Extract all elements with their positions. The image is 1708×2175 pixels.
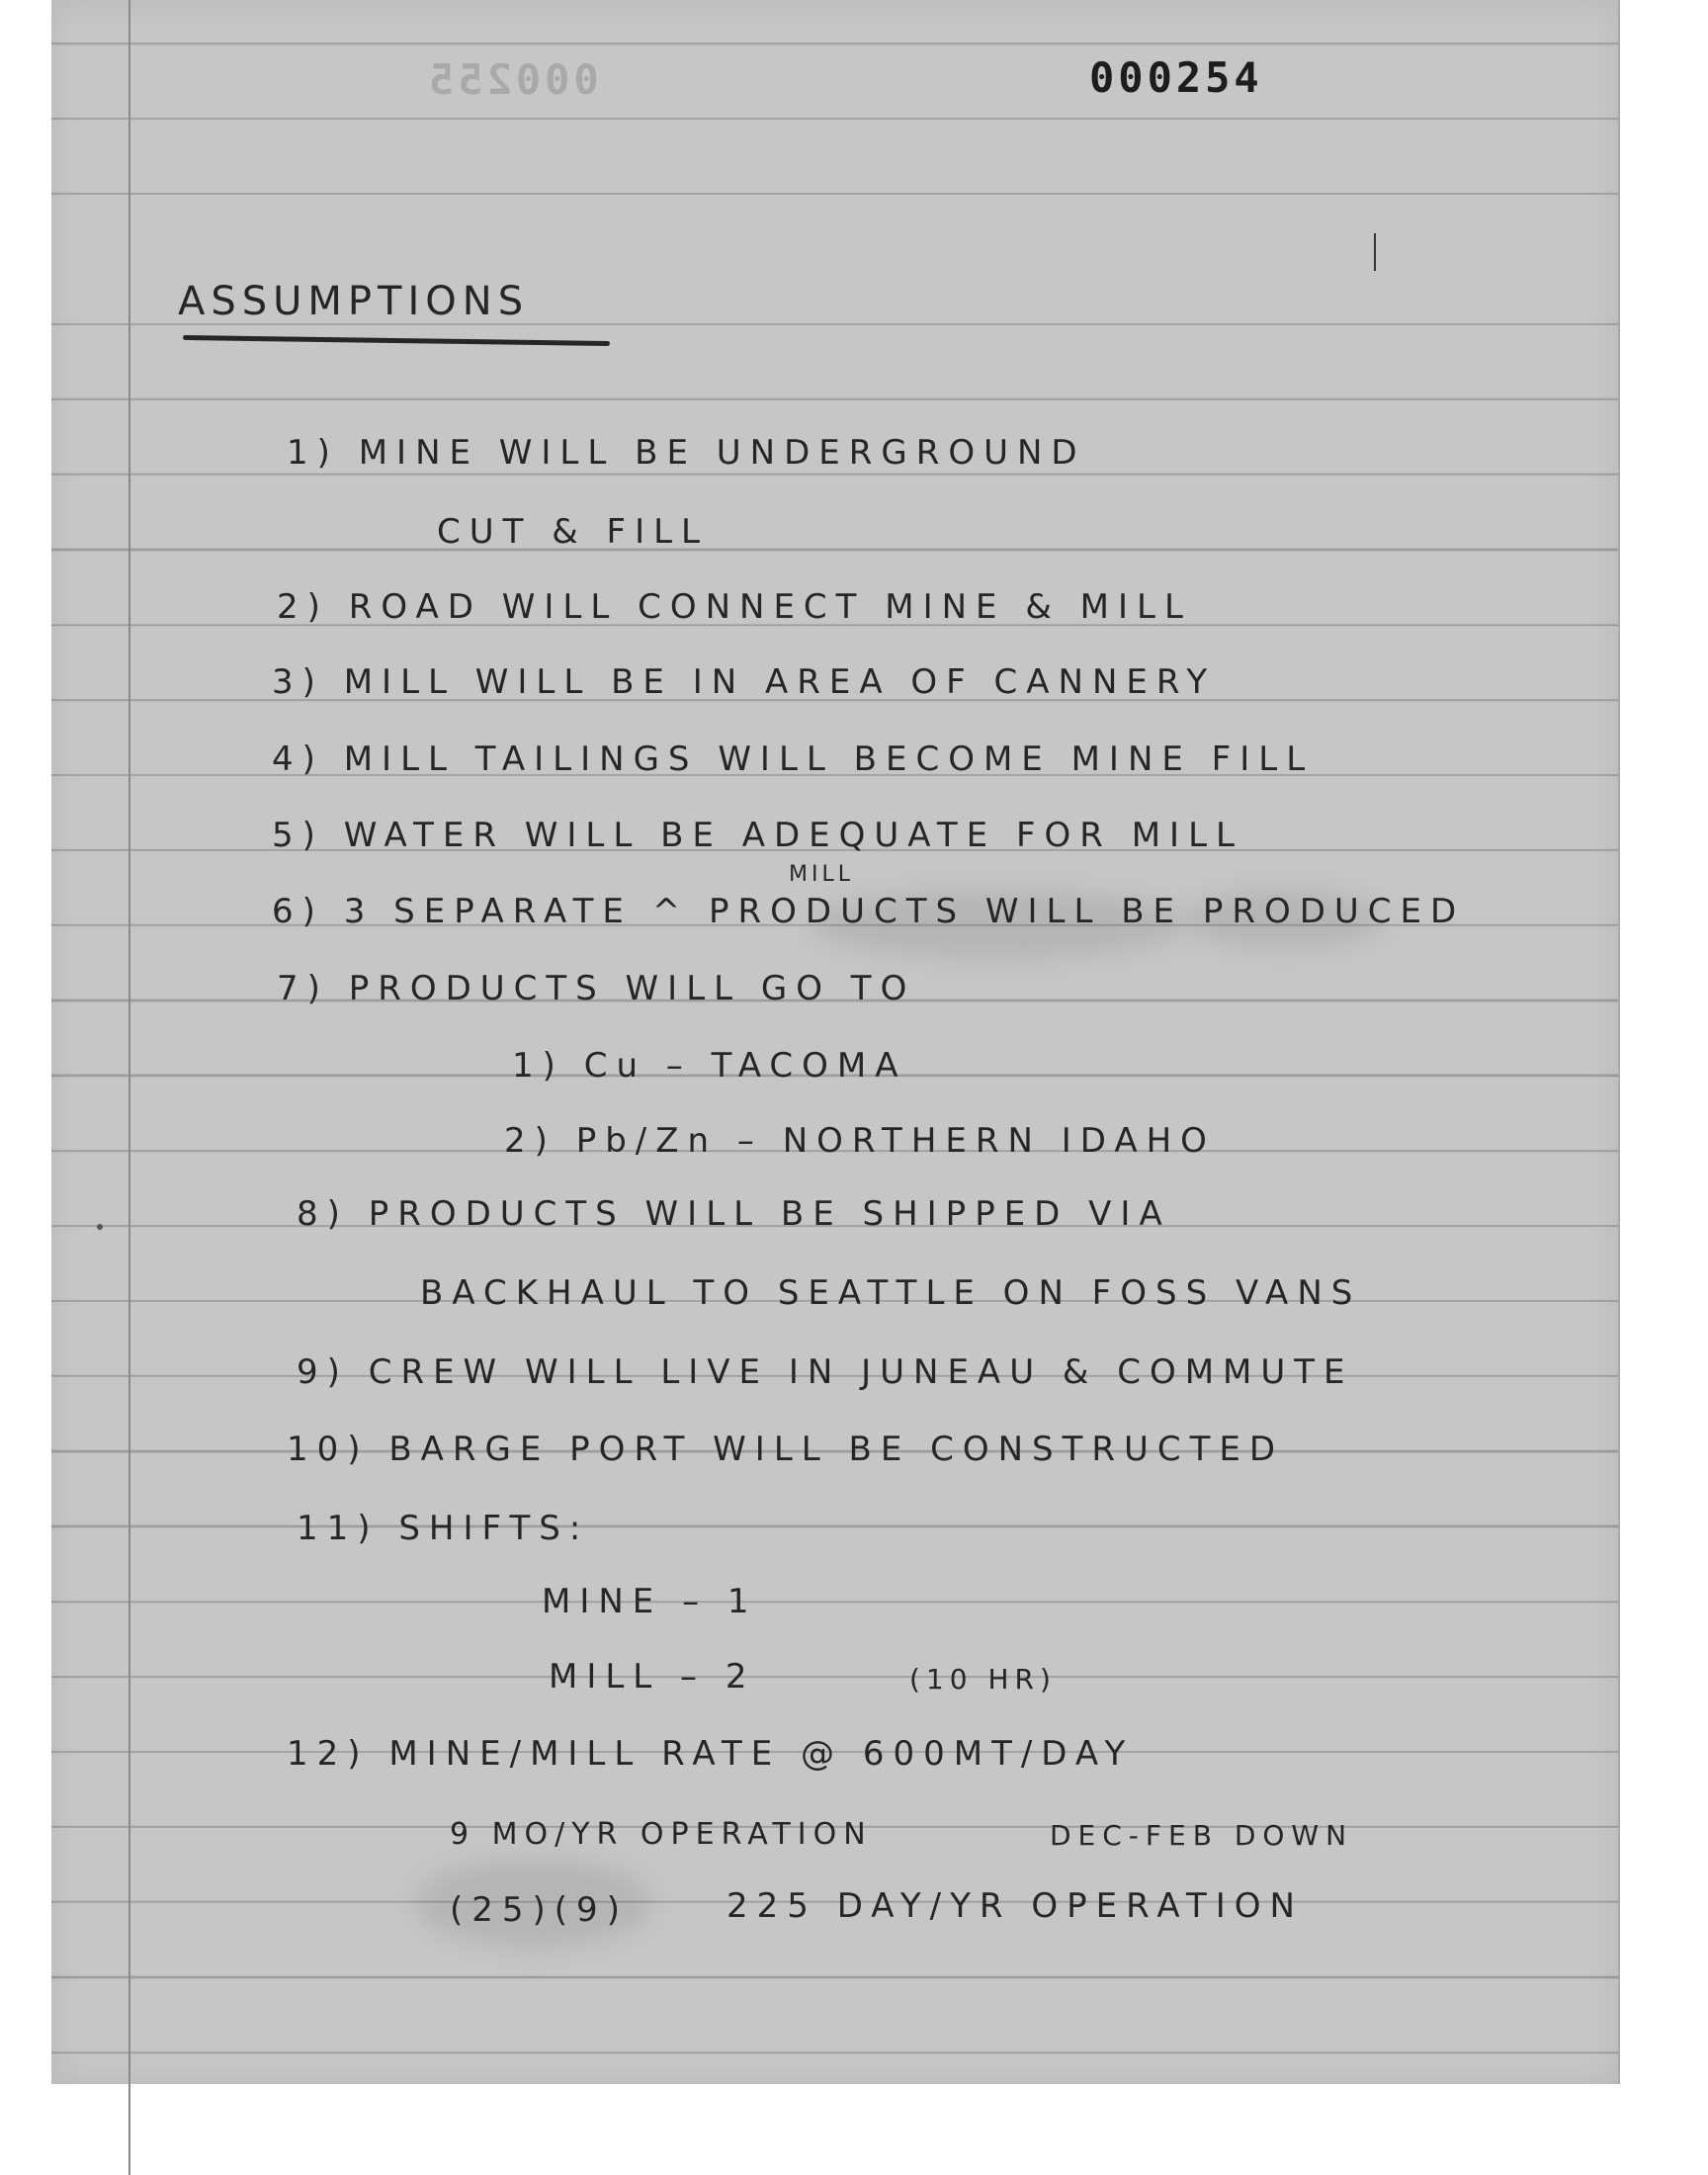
- assumption-8-detail: BACKHAUL TO SEATTLE ON FOSS VANS: [420, 1273, 1362, 1313]
- assumption-1: 1) MINE WILL BE UNDERGROUND: [287, 433, 1086, 473]
- assumption-4: 4) MILL TAILINGS WILL BECOME MINE FILL: [272, 740, 1315, 779]
- assumption-11: 11) SHIFTS:: [297, 1509, 590, 1548]
- assumption-12: 12) MINE/MILL RATE @ 600MT/DAY: [287, 1734, 1135, 1774]
- assumption-7-item-1: 1) Cu – TACOMA: [512, 1046, 907, 1086]
- paper-speck: [97, 1224, 103, 1230]
- assumption-3: 3) MILL WILL BE IN AREA OF CANNERY: [272, 662, 1217, 702]
- assumption-11-shift-length: (10 HR): [909, 1663, 1057, 1696]
- assumption-12-calculation: (25)(9): [450, 1890, 629, 1930]
- margin-line: [128, 0, 130, 2175]
- bleed-through-stamp: 000255: [425, 55, 599, 104]
- assumption-7: 7) PRODUCTS WILL GO TO: [277, 969, 916, 1008]
- assumption-2: 2) ROAD WILL CONNECT MINE & MILL: [277, 587, 1192, 627]
- assumption-7-item-2: 2) Pb/Zn – NORTHERN IDAHO: [504, 1121, 1216, 1161]
- assumption-6-insertion: MILL: [789, 862, 854, 887]
- assumption-11-mill-shift: MILL – 2: [549, 1657, 756, 1696]
- assumption-10: 10) BARGE PORT WILL BE CONSTRUCTED: [287, 1430, 1285, 1469]
- assumption-9: 9) CREW WILL LIVE IN JUNEAU & COMMUTE: [297, 1352, 1354, 1392]
- assumption-12-days: 225 DAY/YR OPERATION: [726, 1886, 1304, 1926]
- assumption-12-downtime: DEC-FEB DOWN: [1050, 1819, 1354, 1852]
- pencil-mark: [1374, 233, 1376, 271]
- assumption-1-detail: CUT & FILL: [437, 512, 709, 552]
- assumption-11-mine-shift: MINE – 1: [542, 1582, 758, 1621]
- assumption-5: 5) WATER WILL BE ADEQUATE FOR MILL: [272, 816, 1243, 855]
- assumption-12-operation: 9 MO/YR OPERATION: [450, 1817, 873, 1852]
- assumption-6: 6) 3 SEPARATE ^ PRODUCTS WILL BE PRODUCED: [272, 892, 1466, 931]
- assumption-8: 8) PRODUCTS WILL BE SHIPPED VIA: [297, 1194, 1171, 1234]
- bates-stamp-number: 000254: [1089, 53, 1263, 102]
- page-title: ASSUMPTIONS: [178, 279, 530, 324]
